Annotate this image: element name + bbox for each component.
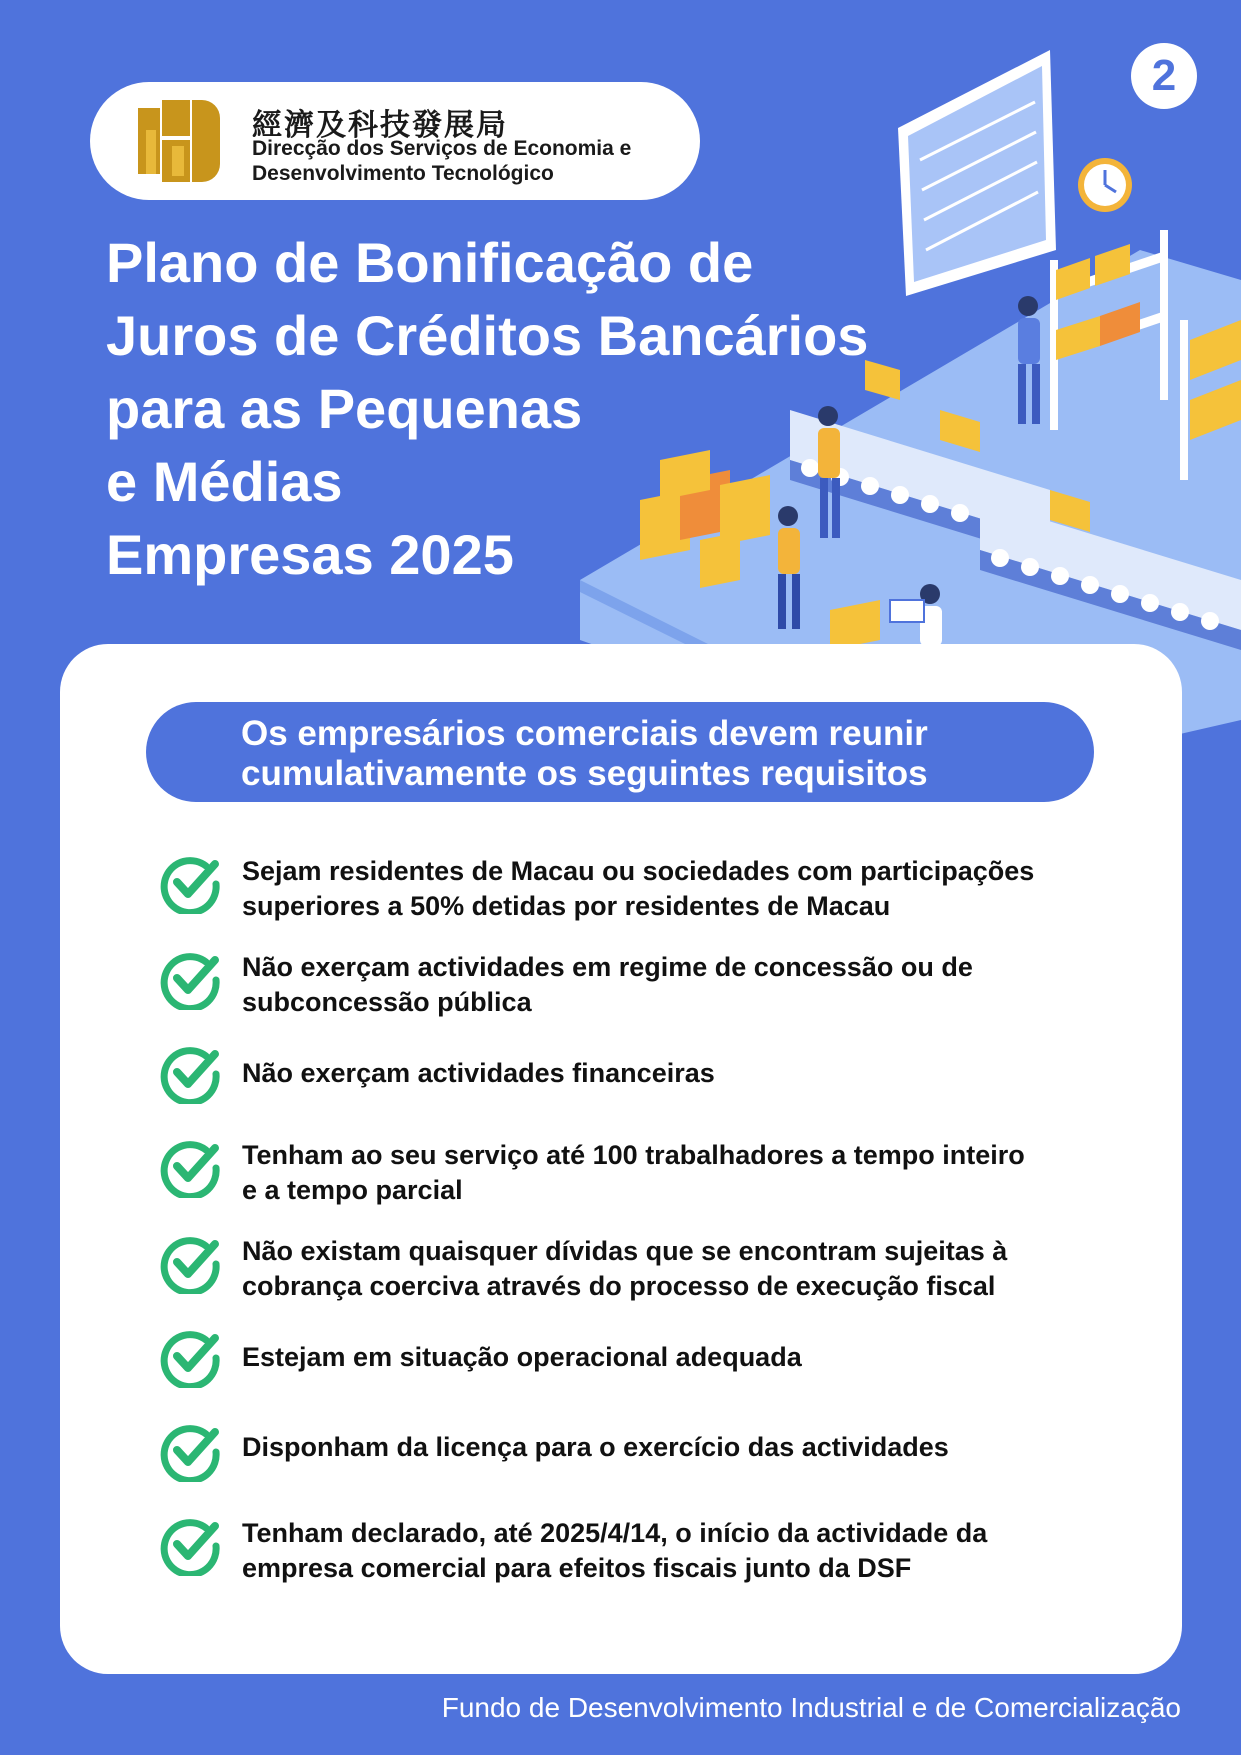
check-circle-icon: [160, 854, 220, 914]
requirement-text: [242, 1138, 1122, 1208]
title-line5: Empresas 2025: [106, 523, 514, 586]
check-circle-icon: [160, 1044, 220, 1104]
requirements-heading-line2: cumulativamente os seguintes requisitos: [241, 754, 928, 793]
requirement-line1: Não exerçam actividades em regime de concessão ou de: [242, 952, 973, 982]
check-circle-icon: [160, 1234, 220, 1294]
requirement-line1: Estejam em situação operacional adequada: [242, 1342, 802, 1372]
requirement-text: [242, 1430, 1122, 1465]
agency-name-chinese: 經濟及科技發展局: [252, 108, 508, 143]
requirement-line2: superiores a 50% detidas por residentes de Macau: [242, 891, 891, 921]
requirement-text: [242, 1340, 1122, 1375]
requirement-text: [242, 1234, 1122, 1304]
requirements-heading-line1: Os empresários comerciais devem reunir: [241, 714, 928, 753]
requirement-text: [242, 1516, 1122, 1586]
footer-credit: Fundo de Desenvolvimento Industrial e de Comercialização: [441, 1692, 1181, 1723]
requirement-text: [242, 854, 1122, 924]
requirement-line2: e a tempo parcial: [242, 1175, 463, 1205]
check-circle-icon: [160, 1516, 220, 1576]
requirement-text: [242, 950, 1122, 1020]
check-circle-icon: [160, 1138, 220, 1198]
check-circle-icon: [160, 1328, 220, 1388]
requirement-line1: Sejam residentes de Macau ou sociedades com participações: [242, 856, 1035, 886]
clock-icon: [1078, 158, 1132, 212]
requirement-line1: Disponham da licença para o exercício das actividades: [242, 1432, 949, 1462]
requirement-line2: cobrança coerciva através do processo de execução fiscal: [242, 1271, 996, 1301]
requirement-line2: empresa comercial para efeitos fiscais junto da DSF: [242, 1553, 912, 1583]
requirement-line2: subconcessão pública: [242, 987, 532, 1017]
requirement-line1: Não existam quaisquer dívidas que se encontram sujeitas à: [242, 1236, 1008, 1266]
check-circle-icon: [160, 1422, 220, 1482]
check-circle-icon: [160, 950, 220, 1010]
agency-name-line2: Desenvolvimento Tecnológico: [252, 162, 554, 185]
requirements-heading: [146, 702, 1094, 802]
page-number-badge: 2: [1131, 43, 1197, 109]
requirement-text: [242, 1056, 1122, 1091]
agency-name-line1: Direcção dos Serviços de Economia e: [252, 137, 632, 160]
requirement-line1: Tenham ao seu serviço até 100 trabalhadores a tempo inteiro: [242, 1140, 1025, 1170]
title-line3: para as Pequenas: [106, 377, 583, 440]
page-title: [106, 226, 926, 591]
title-line1: Plano de Bonificação de: [106, 231, 754, 294]
requirements-card: [60, 644, 1182, 1674]
title-line4: e Médias: [106, 450, 343, 513]
title-line2: Juros de Créditos Bancários: [106, 304, 869, 367]
dset-logo-icon: [138, 100, 220, 182]
requirement-line1: Não exerçam actividades financeiras: [242, 1058, 715, 1088]
requirement-line1: Tenham declarado, até 2025/4/14, o início da actividade da: [242, 1518, 988, 1548]
